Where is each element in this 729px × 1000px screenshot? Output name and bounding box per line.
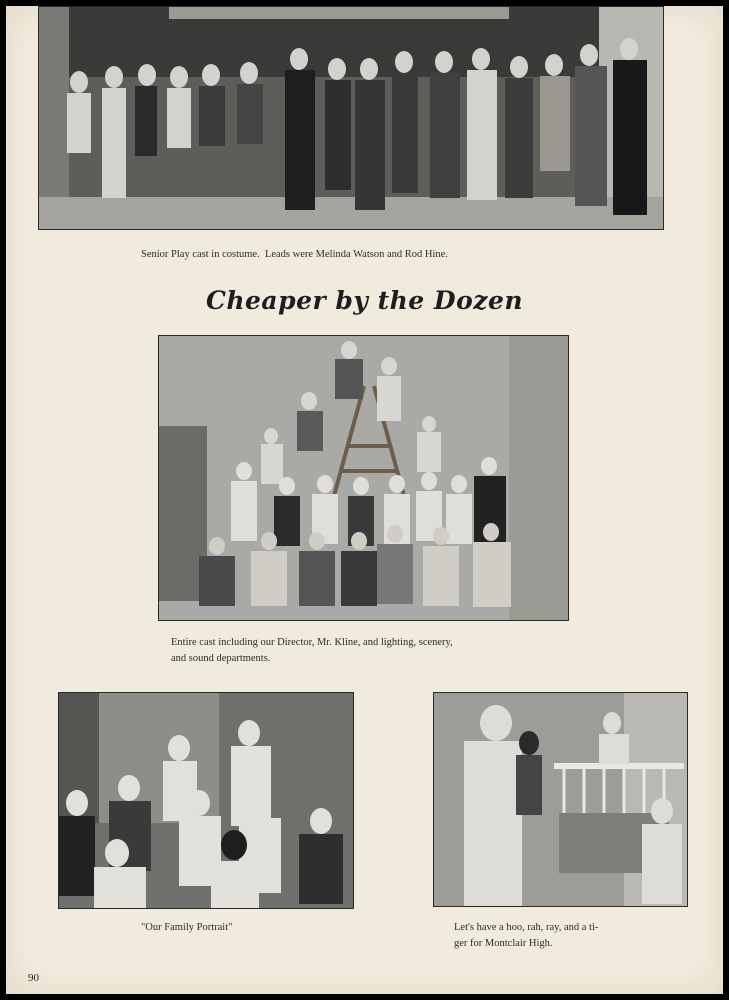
cheer-caption-line1: Let's have a hoo, rah, ray, and a ti- bbox=[454, 922, 599, 933]
family-portrait-graphic bbox=[59, 693, 353, 908]
entire-cast-caption bbox=[171, 635, 591, 667]
cheer-photo-graphic bbox=[434, 693, 687, 906]
family-portrait-caption: "Our Family Portrait" bbox=[141, 922, 233, 933]
entire-cast-caption-line1: Entire cast including our Director, Mr. Kline, and lighting, scenery, bbox=[171, 637, 453, 648]
cheer-caption bbox=[454, 920, 714, 952]
yearbook-page bbox=[6, 6, 723, 994]
senior-play-cast-photo bbox=[38, 6, 664, 230]
page-number: 90 bbox=[28, 972, 39, 984]
page-title: Cheaper by the Dozen bbox=[205, 286, 524, 315]
cheer-photo bbox=[433, 692, 688, 907]
stage-photo-graphic bbox=[39, 7, 663, 229]
entire-cast-photo bbox=[158, 335, 569, 621]
cheer-caption-line2: ger for Montclair High. bbox=[454, 938, 553, 949]
entire-cast-caption-line2: and sound departments. bbox=[171, 653, 271, 664]
group-photo-graphic bbox=[159, 336, 568, 620]
senior-play-caption: Senior Play cast in costume. Leads were Melinda Watson and Rod Hine. bbox=[141, 249, 448, 260]
family-portrait-photo bbox=[58, 692, 354, 909]
